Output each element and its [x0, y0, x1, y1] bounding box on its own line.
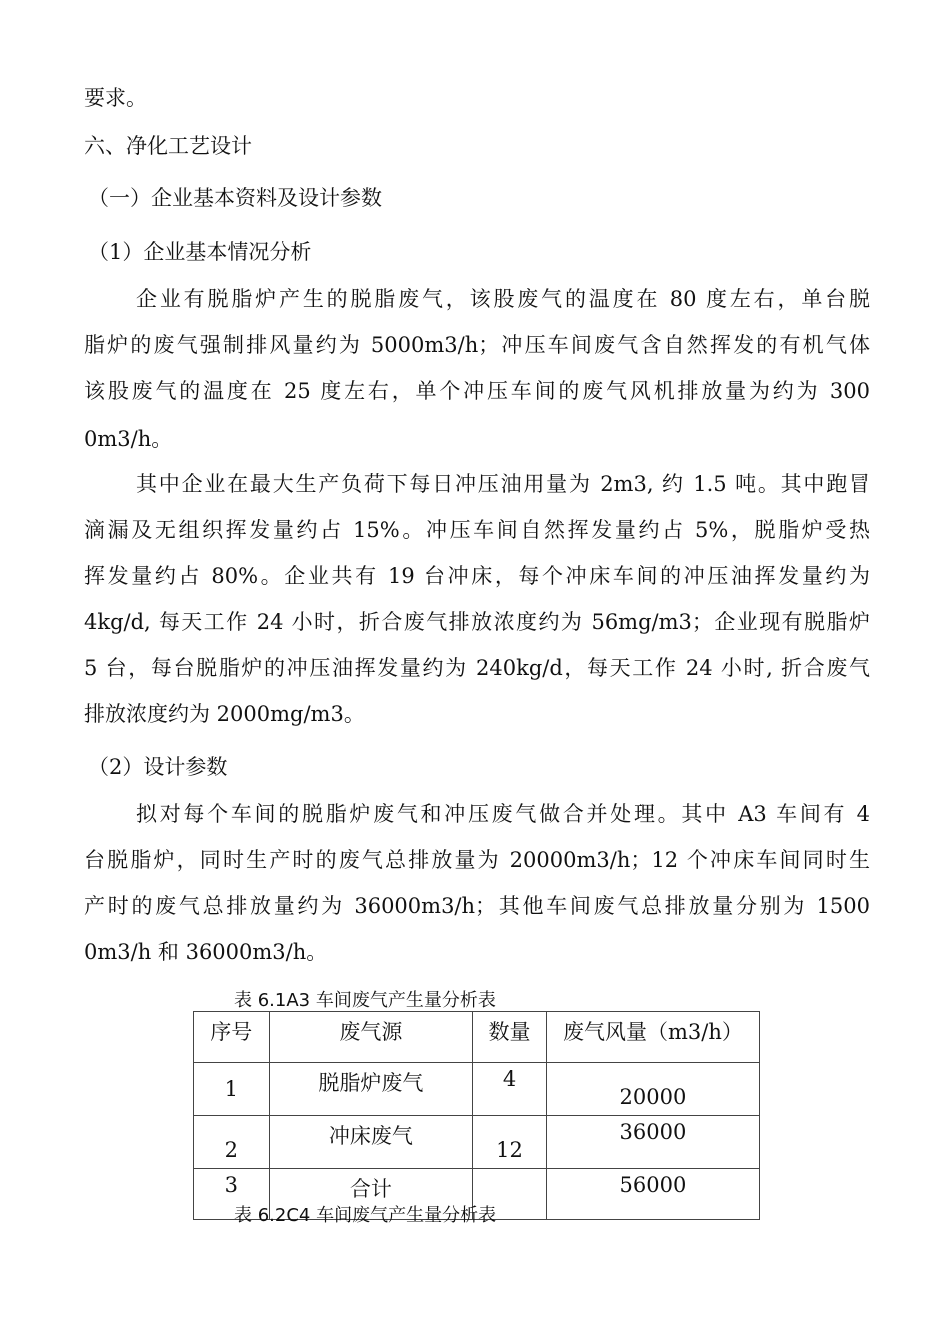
table-cell: 56000 [546, 1169, 759, 1220]
paragraph-line: 排放浓度约为 2000mg/m3。 [84, 702, 365, 726]
header-cell: 数量 [473, 1012, 547, 1063]
table-cell: 脱脂炉废气 [269, 1063, 473, 1116]
sub-heading-2: （2）设计参数 [88, 755, 228, 779]
paragraph-line: 脂炉的废气强制排风量约为 5000m3/h；冲压车间废气含自然挥发的有机气体 [84, 333, 870, 357]
section-heading: 六、净化工艺设计 [84, 134, 252, 158]
header-cell: 序号 [194, 1012, 270, 1063]
table-cell: 36000 [546, 1116, 759, 1169]
table-row [194, 1116, 760, 1169]
table-cell: 20000 [546, 1063, 759, 1116]
paragraph-line: 挥发量约占 80%。企业共有 19 台冲床，每个冲床车间的冲压油挥发量约为 [84, 564, 870, 588]
table-cell: 合计 [269, 1169, 473, 1220]
paragraph-line: 产时的废气总排放量约为 36000m3/h；其他车间废气总排放量分别为 1500 [84, 894, 870, 918]
emission-table [193, 1011, 760, 1220]
table-header-row [194, 1012, 760, 1063]
paragraph-line: 企业有脱脂炉产生的脱脂废气，该股废气的温度在 80 度左右，单台脱 [136, 287, 870, 311]
paragraph-line: 拟对每个车间的脱脂炉废气和冲压废气做合并处理。其中 A3 车间有 4 [136, 802, 870, 826]
table-cell: 3 [194, 1169, 270, 1220]
paragraph-line: 0m3/h 和 36000m3/h。 [84, 940, 328, 964]
table-caption: 表 6.2C4 车间废气产生量分析表 [234, 1205, 497, 1226]
table-row [194, 1063, 760, 1116]
paragraph-line: 该股废气的温度在 25 度左右，单个冲压车间的废气风机排放量为约为 300 [84, 379, 870, 403]
table-cell: 1 [194, 1063, 270, 1116]
table-cell: 12 [473, 1116, 547, 1169]
paragraph-line: 滴漏及无组织挥发量约占 15%。冲压车间自然挥发量约占 5%，脱脂炉受热 [84, 518, 870, 542]
paragraph-line: 其中企业在最大生产负荷下每日冲压油用量为 2m3, 约 1.5 吨。其中跑冒 [136, 472, 870, 496]
header-cell: 废气源 [269, 1012, 473, 1063]
paragraph-line: 台脱脂炉，同时生产时的废气总排放量为 20000m3/h；12 个冲床车间同时生 [84, 848, 870, 872]
text-line: 要求。 [84, 86, 147, 110]
header-cell: 废气风量（m3/h） [546, 1012, 759, 1063]
table-cell: 冲床废气 [269, 1116, 473, 1169]
table-cell: 2 [194, 1116, 270, 1169]
paragraph-line: 0m3/h。 [84, 427, 173, 451]
paragraph-line: 5 台，每台脱脂炉的冲压油挥发量约为 240kg/d，每天工作 24 小时, 折合废气 [84, 656, 870, 680]
sub-heading-1: （1）企业基本情况分析 [88, 240, 312, 264]
table-caption: 表 6.1A3 车间废气产生量分析表 [234, 990, 496, 1011]
paragraph-line: 4kg/d, 每天工作 24 小时，折合废气排放浓度约为 56mg/m3；企业现有脱脂炉 [84, 610, 870, 634]
table-cell: 4 [473, 1063, 547, 1116]
subsection-heading: （一）企业基本资料及设计参数 [88, 186, 382, 210]
